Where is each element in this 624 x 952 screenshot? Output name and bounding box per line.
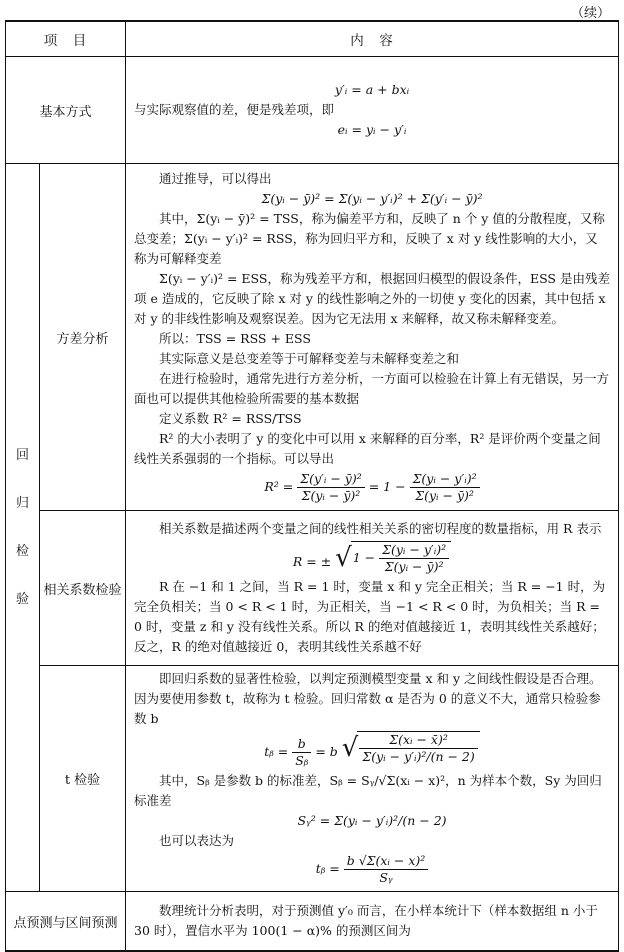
sqrt-sign: √ (335, 543, 352, 573)
equation: Sᵧ² = Σ(yᵢ − y′ᵢ)²/(n − 2) (297, 813, 447, 828)
fraction: $\frac{\text{Σ(y′ᵢ − ȳ)²}}{\text{Σ(yᵢ − ȳ)²}}$ (297, 471, 365, 504)
header-content: 内 容 (126, 21, 619, 57)
paragraph: 在进行检验时，通常先进行方差分析，一方面可以检验在计算上有无错误，另一方面也可以提供其他检验所需要的基本数据 (134, 370, 610, 406)
table-row (6, 57, 619, 164)
row-content-t-test (126, 666, 619, 892)
row-content-basic (126, 57, 619, 164)
header-item: 项 目 (6, 21, 126, 57)
paragraph: 即回归系数的显著性检验，以判定预测模型变量 x 和 y 之间线性假设是否合理。因为要使用参数 t，故称为 t 检验。回归常数 α 是否为 0 的意义不大，通常只检验参数 b (134, 671, 602, 726)
fraction: $\frac{\text{Σ(xᵢ − x̄)²}}{\text{Σ(yᵢ − y′ᵢ)²/(n − 2)}}$ (359, 732, 477, 765)
paragraph: 其中，Sᵦ 是参数 b 的标准差，Sᵦ = Sᵧ/√Σ(xᵢ − x)²，n 为样本个数，Sy 为回归标准差 (134, 773, 602, 808)
paragraph: 数理统计分析表明，对于预测值 y′₀ 而言，在小样本统计下（样本数据组 n 小于 30 时），置信水平为 100(1 − α)% 的预测区间为 (134, 903, 598, 938)
paragraph: 也可以表达为 (159, 833, 235, 848)
row-label-basic: 基本方式 (6, 57, 126, 164)
row-content-variance (126, 164, 619, 511)
paragraph: 所以：TSS = RSS + ESS (159, 330, 311, 346)
fraction: $\frac{\text{Σ(yᵢ − y′ᵢ)²}}{\text{Σ(yᵢ − ȳ)²}}$ (410, 471, 480, 504)
paragraph: 定义系数 R² = RSS/TSS (159, 410, 302, 426)
row-label-t-test: t 检验 (40, 666, 126, 892)
sqrt (342, 731, 480, 765)
equation-r-squared: R² = $\frac{\text{Σ(y′ᵢ − ȳ)²}}{\text{Σ(yᵢ − ȳ)²}}$ = 1 − $\frac{\text{Σ(yᵢ − y′ᵢ)²}}{\text{Σ(yᵢ − ȳ)²}}$ (134, 471, 610, 504)
table-row (6, 892, 619, 952)
sqrt: √ 1 − $\frac{\text{Σ(yᵢ − y′ᵢ)²}}{\text{Σ(yᵢ − ȳ)²}}$ (335, 541, 451, 575)
table-row (6, 511, 619, 666)
row-label-prediction: 点预测与区间预测 (6, 892, 126, 952)
paragraph: 其实际意义是总变差等于可解释变差与未解释变差之和 (159, 350, 460, 366)
continued-label: （续） (570, 6, 610, 21)
table-header-row (6, 21, 619, 57)
fraction: $\frac{\text{b √Σ(xᵢ − x)²}}{\text{Sᵧ}}$ (344, 853, 429, 886)
row-content-prediction (126, 892, 619, 952)
fraction: $\frac{b}{\text{Sᵦ}}$ (292, 736, 311, 769)
row-content-correlation (126, 511, 619, 666)
table-row (6, 666, 619, 892)
paragraph: R² 的大小表明了 y 的变化中可以用 x 来解释的百分率，R² 是评价两个变量之间线性关系强弱的一个指标。可以导出 (134, 430, 601, 466)
content-table (5, 20, 619, 952)
equation-tb: tᵦ = $\frac{b}{\text{Sᵦ}}$ = b √ $\frac{\text{Σ(xᵢ − x̄)²}}{\text{Σ(yᵢ − y′ᵢ)²/(n − 2)}}$ (134, 731, 610, 769)
equation: eᵢ = yᵢ − y′ᵢ (337, 122, 407, 137)
paragraph: 与实际观察值的差，便是残差项，即 (134, 102, 335, 117)
group-label-regression-test: 回 归 检 验 (6, 164, 40, 892)
paragraph: Σ(yᵢ − y′ᵢ)² = ESS，称为残差平方和，根据回归模型的假设条件，ESS 是由残差项 e 造成的，它反映了除 x 对 y 的线性影响之外的一切使 y 变化的因素，其中包括 x 对 y 的非线性影响及观察误差。因为它无法用 x 来解释，故又称未解释变差。 (134, 270, 610, 326)
paragraph: 通过推导，可以得出 (159, 170, 272, 186)
equation: y′ᵢ = a + bxᵢ (334, 82, 410, 97)
paragraph: R 在 −1 和 1 之间，当 R = 1 时，变量 x 和 y 完全正相关；当 R = −1 时，为完全负相关；当 0 < R < 1 时，为正相关，当 −1 < R < 0 时，为负相关；当 R = 0 时，变量 z 和 y 没有线性关系。所以 R 的绝对值越接近 1，表明其线性关系越好；反之，R 的绝对值越接近 0，表明其线性关系越不好 (134, 579, 606, 654)
paragraph: 相关系数是描述两个变量之间的线性相关关系的密切程度的数量指标，用 R 表示 (159, 521, 602, 536)
equation-r: R = ± √ 1 − $\frac{\text{Σ(yᵢ − y′ᵢ)²}}{\text{Σ(yᵢ − ȳ)²}}$ (134, 541, 610, 575)
table-row (6, 164, 619, 511)
row-label-variance: 方差分析 (40, 164, 126, 511)
sqrt-sign: √ (341, 733, 359, 763)
equation: Σ(yᵢ − ȳ)² = Σ(yᵢ − y′ᵢ)² + Σ(y′ᵢ − ȳ)² (261, 190, 483, 206)
equation-tb-alt: tᵦ = $\frac{\text{b √Σ(xᵢ − x)²}}{\text{Sᵧ}}$ (134, 853, 610, 886)
paragraph: 其中，Σ(yᵢ − ȳ)² = TSS，称为偏差平方和，反映了 n 个 y 值的分散程度，又称总变差；Σ(yᵢ − y′ᵢ)² = RSS，称为回归平方和，反映了 x 对 y 线性影响的大小，又称为可解释变差 (134, 210, 605, 266)
row-label-correlation: 相关系数检验 (40, 511, 126, 666)
fraction: $\frac{\text{Σ(yᵢ − y′ᵢ)²}}{\text{Σ(yᵢ − ȳ)²}}$ (379, 542, 449, 575)
